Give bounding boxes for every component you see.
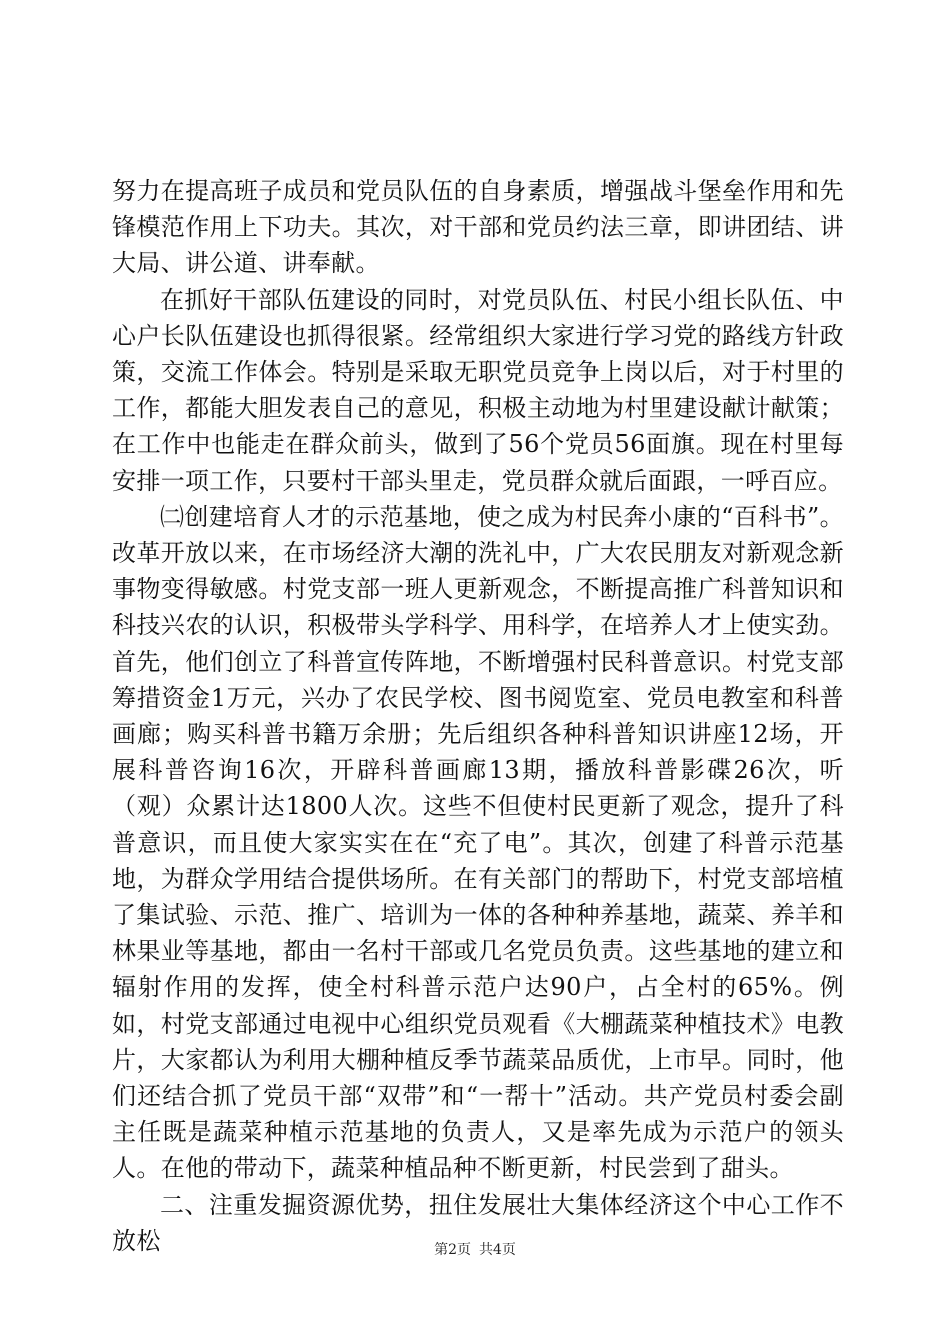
paragraph-3: ㈡创建培育人才的示范基地，使之成为村民奔小康的“百科书”。改革开放以来，在市场经济大潮的洗礼中，广大农民朋友对新观念新事物变得敏感。村党支部一班人更新观念，不断提高推广科普知识和科技兴农的认识，积极带头学科学、用科学，在培养人才上使实劲。首先，他们创立了科普宣传阵地，不断增强村民科普意识。村党支部筹措资金1万元，兴办了农民学校、图书阅览室、党员电教室和科普画廊；购买科普书籍万余册；先后组织各种科普知识讲座12场，开展科普咨询16次，开辟科普画廊13期，播放科普影碟26次，听（观）众累计达1800人次。这些不但使村民更新了观念，提升了科普意识，而且使大家实实在在“充了电”。其次，创建了科普示范基地，为群众学用结合提供场所。在有关部门的帮助下，村党支部培植了集试验、示范、推广、培训为一体的各种种养基地，蔬菜、养羊和林果业等基地，都由一名村干部或几名党员负责。这些基地的建立和辐射作用的发挥，使全村科普示范户达90户，占全村的65%。例如，村党支部通过电视中心组织党员观看《大棚蔬菜种植技术》电教片，大家都认为利用大棚种植反季节蔬菜品质优，上市早。同时，他们还结合抓了党员干部“双带”和“一帮十”活动。共产党员村委会副主任既是蔬菜种植示范基地的负责人，又是率先成为示范户的领头人。在他的带动下，蔬菜种植品种不断更新，村民尝到了甜头。 [112,502,844,1183]
page-footer [0,1240,950,1260]
page-number: 第2页 [434,1242,471,1258]
paragraph-4-heading: 二、注重发掘资源优势，扭住发展壮大集体经济这个中心工作不放松 [112,1190,844,1255]
paragraph-2: 在抓好干部队伍建设的同时，对党员队伍、村民小组长队伍、中心户长队伍建设也抓得很紧。经常组织大家进行学习党的路线方针政策，交流工作体会。特别是采取无职党员竞争上岗以后，对于村里的工作，都能大胆发表自己的意见，积极主动地为村里建设献计献策；在工作中也能走在群众前头，做到了56个党员56面旗。现在村里每安排一项工作，只要村干部头里走，党员群众就后面跟，一呼百应。 [112,285,844,495]
paragraph-1: 努力在提高班子成员和党员队伍的自身素质，增强战斗堡垒作用和先锋模范作用上下功夫。其次，对干部和党员约法三章，即讲团结、讲大局、讲公道、讲奉献。 [112,177,844,278]
document-body [112,173,844,1259]
page-total: 共4页 [479,1242,516,1258]
